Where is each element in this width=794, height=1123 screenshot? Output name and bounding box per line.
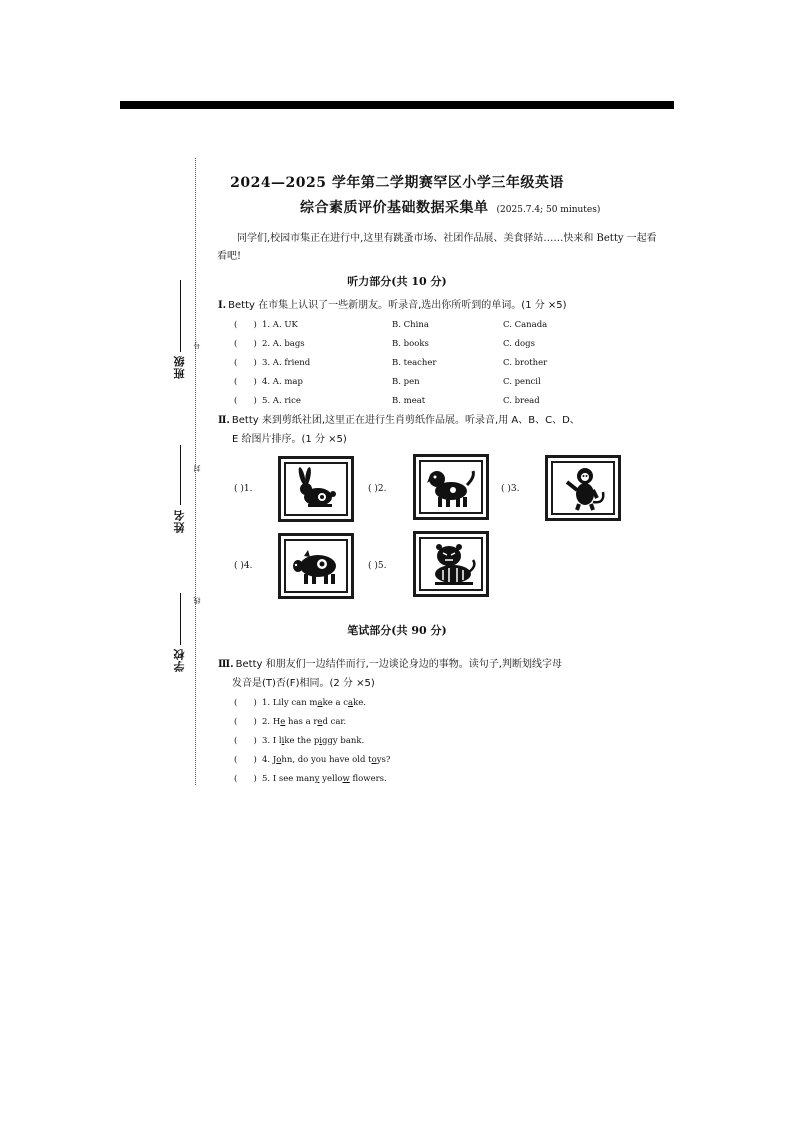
answer-paren[interactable]: ( ) [234,320,257,330]
option-c: C. brother [503,358,548,368]
answer-paren[interactable]: ( ) [234,774,257,784]
picture-answer-5[interactable]: ( )5. [368,561,387,571]
intro-paragraph: 同学们,校园市集正在进行中,这里有跳蚤市场、社团作品展、美食驿站……快来和 Betty 一起看看吧! [217,233,657,262]
question-3-instruction-cont: 发音是(T)否(F)相同。(2 分 ×5) [232,678,375,689]
name-field [172,445,202,545]
list-item [0,772,794,786]
question-2-instruction-cont: E 给图片排序。(1 分 ×5) [232,434,347,445]
sentence: 5. I see many yellow flowers. [262,774,387,784]
list-item [0,356,794,370]
answer-paren[interactable]: ( ) [234,698,257,708]
tiger-papercut-icon [413,531,489,597]
option-b: B. China [392,320,429,330]
list-item [0,394,794,408]
option-a: 2. A. bags [262,339,305,349]
name-blank[interactable] [180,445,181,505]
answer-paren[interactable]: ( ) [234,736,257,746]
option-c: C. dogs [503,339,535,349]
option-c: C. bread [503,396,540,406]
option-a: 3. A. friend [262,358,311,368]
answer-paren[interactable]: ( ) [234,358,257,368]
school-label: 学校 [173,648,186,672]
question-2-instruction: Betty 来到剪纸社团,这里正在进行生肖剪纸作品展。听录音,用 A、B、C、D、 [231,415,580,426]
option-c: C. Canada [503,320,548,330]
option-a: 5. A. rice [262,396,301,406]
question-2-number: Ⅱ. [218,415,230,426]
list-item [0,753,794,767]
exam-title-line1: 2024—2025 学年第二学期赛罕区小学三年级英语 [230,175,564,191]
answer-paren[interactable]: ( ) [234,717,257,727]
option-b: B. teacher [392,358,437,368]
writing-heading: 笔试部分(共 90 分) [347,624,447,637]
sentence: 1. Lily can make a cake. [262,698,366,708]
question-3-instruction: Betty 和朋友们一边结伴而行,一边谈论身边的事物。读句子,判断划线字母 [235,659,562,670]
list-item [0,318,794,332]
sentence: 2. He has a red car. [262,717,347,727]
option-a: 4. A. map [262,377,303,387]
answer-paren[interactable]: ( ) [234,377,257,387]
dog-papercut-icon [413,454,489,520]
list-item [0,337,794,351]
class-field [172,280,202,390]
pig-papercut-icon [278,533,354,599]
question-3-heading [218,655,650,693]
picture-answer-1[interactable]: ( )1. [234,484,253,494]
sentence: 3. I like the piggy bank. [262,736,365,746]
question-2-heading [218,411,650,449]
top-border-bar [120,101,674,109]
option-b: B. pen [392,377,420,387]
picture-answer-2[interactable]: ( )2. [368,484,387,494]
school-mark: 线 [193,597,201,604]
answer-paren[interactable]: ( ) [234,396,257,406]
exam-date-info: (2025.7.4; 50 minutes) [496,205,601,215]
question-3-number: Ⅲ. [218,659,234,670]
answer-paren[interactable]: ( ) [234,339,257,349]
list-item [0,715,794,729]
school-field [172,593,202,683]
answer-paren[interactable]: ( ) [234,755,257,765]
list-item [0,375,794,389]
listening-heading: 听力部分(共 10 分) [347,275,447,288]
picture-answer-4[interactable]: ( )4. [234,561,253,571]
class-mark: 号 [193,342,201,349]
monkey-papercut-icon [545,455,621,521]
class-label: 班级 [173,355,186,379]
option-b: B. books [392,339,429,349]
rabbit-papercut-icon [278,456,354,522]
option-c: C. pencil [503,377,541,387]
list-item [0,696,794,710]
sentence: 4. John, do you have old toys? [262,755,391,765]
option-a: 1. A. UK [262,320,298,330]
name-label: 姓名 [173,509,186,533]
question-1-number: Ⅰ. [218,300,227,311]
exam-title-line2 [300,197,600,217]
list-item [0,734,794,748]
question-1-heading [218,296,650,315]
exam-title-text: 综合素质评价基础数据采集单 [300,200,489,216]
picture-answer-3[interactable]: ( )3. [501,484,520,494]
option-b: B. meat [392,396,426,406]
question-1-instruction: Betty 在市集上认识了一些新朋友。听录音,选出你所听到的单词。(1 分 ×5) [228,300,567,311]
name-mark: 封 [193,465,201,472]
